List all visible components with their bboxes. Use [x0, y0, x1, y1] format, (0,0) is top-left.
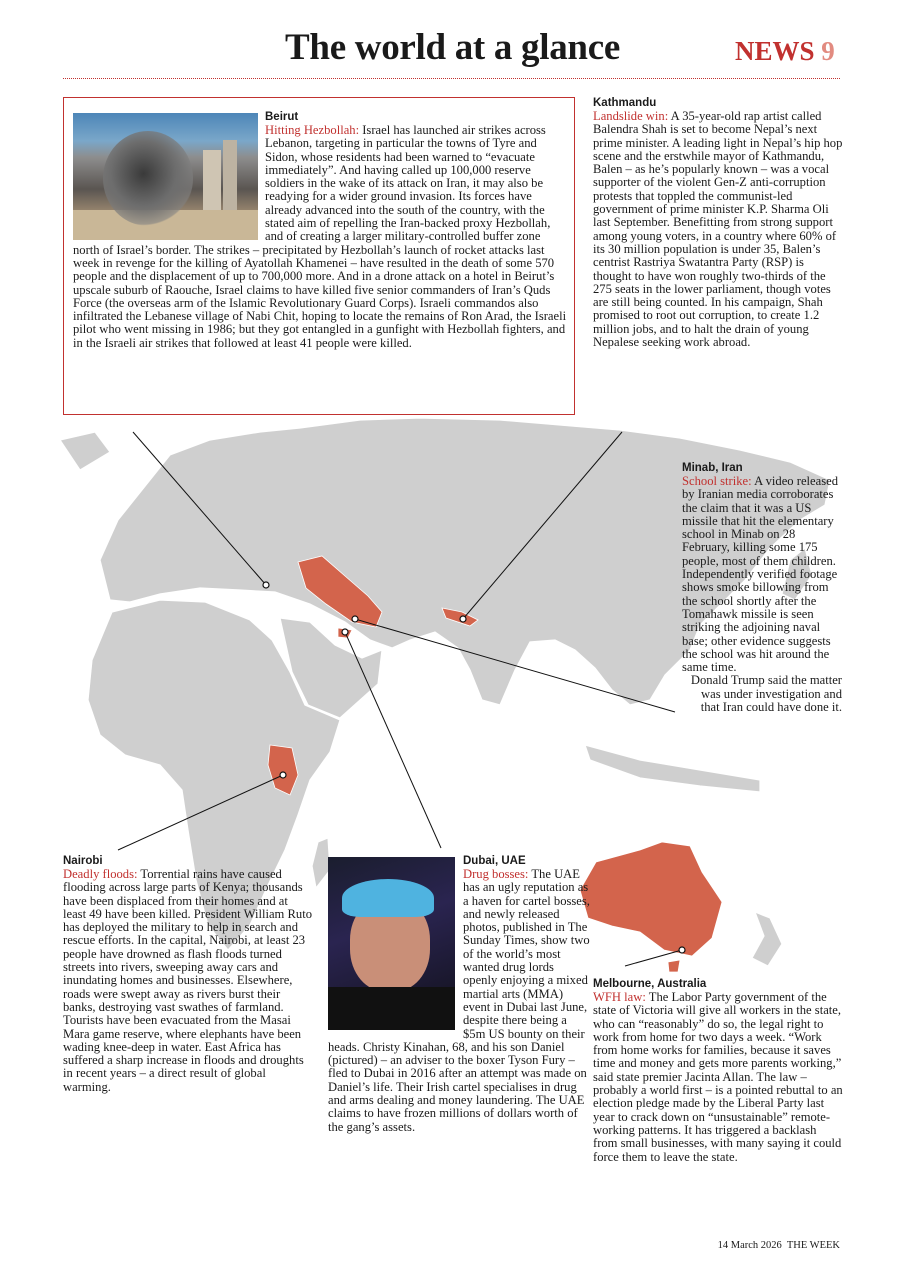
minab-story [682, 462, 842, 714]
nairobi-marker [280, 772, 286, 778]
section-name: NEWS [735, 36, 815, 66]
beirut-story [73, 111, 569, 350]
melbourne-story [593, 978, 843, 1164]
nairobi-story [63, 855, 313, 1094]
story-place: Kathmandu [593, 97, 657, 109]
map-australia-highlight [580, 842, 722, 956]
melbourne-marker [679, 947, 685, 953]
story-body: A 35-year-old rap artist called Balendra Shah is set to become Nepal’s next prime minister. A leading light in Nepal’s hip hop scene and the erstwhile mayor of Kathmandu, Balen – as he’s popularly known – was a vocal supporter of the violent Gen-Z anti-corruption protests that toppled the communist-led government of prime minister K.P. Sharma Oli last September. Benefitting from strong support among young voters, in a country where 60% of its 30 million population is under 35, Balen’s centrist Rastriya Swatantra Party (RSP) is thought to have won roughly two-thirds of the 275 seats in the lower parliament, though votes are still being counted. In his campaign, Shah promised to root out corruption, to create 1.2 million jobs, and to halt the drain of young Nepalese seeking work abroad. [593, 109, 843, 350]
map-tasmania-highlight [668, 960, 680, 972]
story-kicker: Deadly floods: [63, 867, 138, 881]
map-new-zealand [752, 912, 782, 966]
dubai-marker [342, 629, 348, 635]
map-indonesia [585, 745, 760, 792]
story-body: A video released by Iranian media corroborates the claim that it was a US missile that hit the elementary school in Minab on 28 February, killing some 175 people, most of them children. Independently verified footage shows smoke billowing from the school shortly after the Tomahawk missile is seen striking the adjoining naval base; other evidence suggests the school was hit around the same time. [682, 474, 839, 675]
footer-date: 14 March 2026 [717, 1240, 782, 1251]
story-kicker: Landslide win: [593, 109, 669, 123]
map-greenland-fragment [60, 432, 110, 470]
page-title: The world at a glance [285, 27, 620, 68]
story-body: The Labor Party government of the state of Victoria will give all workers in the state, who can “reasonably” do so, the legal right to work from home for two days a week. “Work from home works for families, because it saves time and money and gets more parents working,” said state premier Jacinta Allan. The law – probably a world first – is a pointed rebuttal to an election pledge made by the Liberal Party last year to crack down on “unsustainable” remote-working patterns. It has triggered a backlash from small businesses, with many saying it could force them to leave the state. [593, 990, 843, 1164]
story-place: Nairobi [63, 855, 103, 867]
beirut-marker [263, 582, 269, 588]
story-body: The UAE has an ugly reputation as a haven for cartel bosses, and newly released photos, published in The Sunday Times, show two of the world’s most wanted drug lords openly enjoying a mixed martial arts (MMA) event in Dubai last June, despite there being a $5m US bounty on their heads. Christy Kinahan, 68, and his son Daniel (pictured) – an adviser to the boxer Tyson Fury – fled to Dubai in 2016 after an attempt was made on Daniel’s life. Their Irish cartel specialises in drug and arms dealing and money laundering. The UAE claims to have frozen millions of dollars worth of the gang’s assets. [328, 867, 590, 1134]
story-kicker: School strike: [682, 474, 752, 488]
page-number: 9 [821, 36, 835, 66]
story-kicker: Drug bosses: [463, 867, 529, 881]
story-place: Minab, Iran [682, 462, 743, 474]
kathmandu-marker [460, 616, 466, 622]
story-body: Israel has launched air strikes across Lebanon, targeting in particular the towns of Tyre and Sidon, whose residents had been warned to “evacuate immediately”. And having called up 100,000 reserve soldiers in the wake of its attack on Iran, it may also be readying for a wider ground invasion. Its forces have already advanced into the south of the country, with the stated aim of repelling the Iran-backed proxy Hezbollah, and of creating a larger military-controlled buffer zone north of Israel’s border. The strikes – precipitated by Hezbollah’s launch of rocket attacks last week in revenge for the killing of Ayatollah Khamenei – have resulted in the death of some 570 people and the displacement of up to 700,000 more. And in a drone attack on a hotel in Beirut’s upscale suburb of Raouche, Israel claims to have killed five senior commanders of Iran’s Quds Force (the overseas arm of the Islamic Revolutionary Guard Corps). Israeli commandos also infiltrated the Lebanese village of Nabi Chit, hoping to locate the remains of Ron Arad, the Israeli pilot who went missing in 1986; but they got entangled in a gunfight with Hezbollah fighters, and in the Israeli air strikes that followed at least 41 people were killed. [73, 123, 567, 350]
dubai-leader-line [345, 632, 441, 848]
minab-marker [352, 616, 358, 622]
footer-publication: THE WEEK [786, 1240, 840, 1251]
kathmandu-story [593, 97, 843, 349]
story-place: Dubai, UAE [463, 855, 526, 867]
story-kicker: WFH law: [593, 990, 646, 1004]
story-place: Beirut [265, 111, 299, 123]
story-kicker: Hitting Hezbollah: [265, 123, 360, 137]
story-body-tail: Donald Trump said the matter was under investigation and that Iran could have done it. [690, 673, 842, 715]
story-place: Melbourne, Australia [593, 978, 707, 990]
story-body: Torrential rains have caused flooding across large parts of Kenya; thousands have been displaced from their homes and at least 49 have been killed. President William Ruto has deployed the military to help in search and rescue efforts. In the capital, Nairobi, at least 23 people have drowned as flash floods turned streets into rivers, sweeping away cars and inundating homes and businesses. Elsewhere, roads were swept away as rivers burst their banks, destroying vast swathes of farmland. Tourists have been evacuated from the Masai Mara game reserve, where elephants have been wading knee-deep in water. East Africa has suffered a sharp increase in floods and droughts in recent years – a direct result of global warming. [63, 867, 312, 1094]
page-footer [700, 1240, 840, 1251]
dubai-story [328, 855, 590, 1134]
